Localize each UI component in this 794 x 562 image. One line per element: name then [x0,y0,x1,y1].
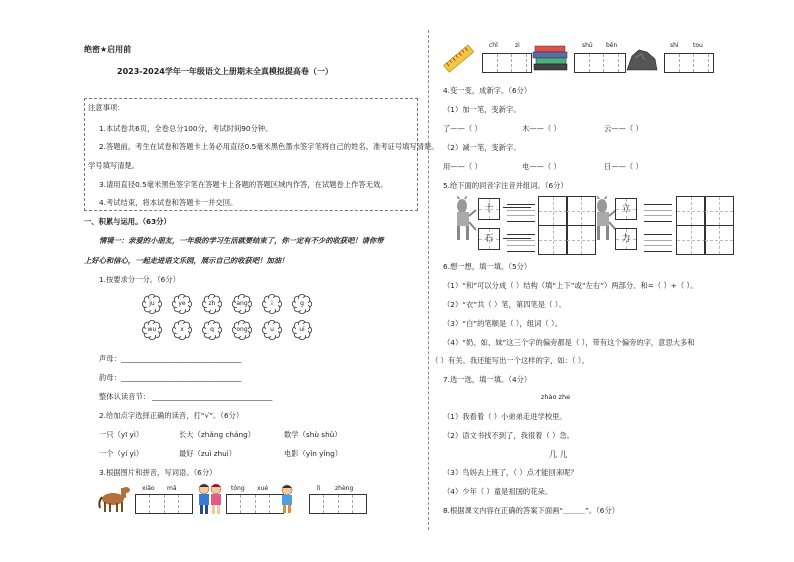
secret-label: 绝密★启用前 [84,45,132,54]
q2-item-2[interactable]: 长大（zhǎng cháng） [179,430,256,439]
syllable-text: ang [236,300,248,307]
q6-item-3[interactable]: （3）“白”的笔顺是（ ），组词（ ）。 [443,319,562,328]
answer-grid-shuben[interactable] [574,53,626,73]
q6-item-4[interactable]: （4）“奶、如、妹”这三个字的偏旁都是（ ），带有这个偏旁的字，意思大多和 [443,338,695,347]
q6-item-5[interactable]: （ ）有关。我还能写出一个这样的字，如：（ ）。 [431,356,589,365]
py-shu: shū [582,42,593,49]
py-ma: mǎ [167,485,177,492]
notice-item-3: 3.请用直径0.5毫米黑色签字笔在答题卡上各题的答题区域内作答，在试题卷上作答无效。 [99,180,388,189]
q7-item-2[interactable]: （2）语文书找不到了，我很着（ ）急。 [443,431,575,440]
zhengti-blank[interactable]: _________________________________ [152,392,273,401]
q4-add-1[interactable]: 了——（ ） [443,124,482,133]
q2-label: 2.给加点字选择正确的读音，打“√”。（6分） [99,411,244,420]
q1-label: 1.按要求分一分。（6分） [99,275,180,284]
syllable-flower[interactable] [172,294,192,314]
pinyin-line-1[interactable] [507,204,535,222]
notice-box [84,98,418,211]
q7-item-4[interactable]: （4）少年（ ）童是祖国的花朵。 [443,487,553,496]
word-box-2a[interactable] [538,225,568,255]
char-li-stand: 立 [621,204,631,214]
classmates-picture [193,482,227,516]
char-box-li-stand [615,198,637,220]
stone-picture [625,46,659,74]
notice-item-1: 1.本试卷共6页，全卷总分100分，考试时间90分钟。 [99,124,273,133]
q4-sub-3[interactable]: 日——（ ） [604,162,643,171]
word-box-1a[interactable] [538,196,568,226]
notice-item-2b: 学号填写清楚。 [88,161,140,170]
py-xue: xué [257,485,269,492]
syllable-text: wu [147,326,157,333]
syllable-text: ju [149,300,155,307]
section1-intro-2: 上好心和信心，一起走进语文乐园，展示自己的收获吧！加油！ [84,256,289,265]
answer-grid-tongxue[interactable] [226,494,284,514]
donkey-left-picture [448,196,478,246]
q4-add-2[interactable]: 木——（ ） [522,124,561,133]
pinyin-line-3[interactable] [644,204,672,222]
q2-item-4[interactable]: 一个（yí yì） [99,449,144,458]
py-shi: shí [670,42,679,49]
syllable-flower[interactable] [202,294,222,314]
answer-grid-xiaoma[interactable] [135,494,193,514]
py-zi: zi [515,42,520,49]
q2-item-6[interactable]: 电影（yǐn yǐng） [284,449,343,458]
syllable-text: ui [299,326,305,333]
word-box-4b[interactable] [704,225,734,255]
q4-add-3[interactable]: 云——（ ） [604,124,643,133]
q6-item-2[interactable]: （2）“衣”共（ ）笔，第四笔是（ ）。 [443,300,566,309]
syllable-flower[interactable] [292,294,312,314]
char-box-shi-stone [478,228,500,250]
q2-item-1[interactable]: 一只（yī yì） [99,430,144,439]
q4-sub-2[interactable]: 电——（ ） [522,162,561,171]
syllable-flower[interactable] [232,294,252,314]
syllable-text: u [270,326,274,333]
q7-item-3[interactable]: （3）鸟妈去上班了，（ ）点才能回来呢？ [443,468,578,477]
syllable-text: zh [208,300,216,307]
char-shi-stone: 石 [484,234,494,244]
syllable-text: ye [178,300,186,307]
answer-grid-shitou[interactable] [664,53,714,73]
page-title: 2023-2024学年一年级语文上册期末全真模拟提高卷（一） [117,67,333,76]
section1-heading: 一、积累与运用。（63分） [84,217,171,226]
syllable-text: g [300,300,304,307]
q6-item-1[interactable]: （1）“和”可以分成（ ）结构（填“上下”或“左右”）两部分。和=（ ）+（ ）。 [443,281,698,290]
boy-standing-picture [278,484,296,514]
syllable-text: x [180,326,184,333]
py-zheng: zhèng [335,485,354,492]
py-tong: tóng [231,485,245,492]
py-tou: tou [693,42,703,49]
py-chi: chǐ [489,42,498,49]
syllable-flower[interactable] [232,320,252,340]
char-box-shi-ten [478,198,500,220]
notice-heading: 注意事项： [88,103,125,112]
syllable-flower[interactable] [172,320,192,340]
notice-item-4: 4.考试结束，将本试卷和答题卡一并交回。 [99,198,238,207]
syllable-text: i [271,300,273,307]
syllable-flower[interactable] [262,320,282,340]
py-xiao: xiǎo [142,485,155,492]
syllable-text: q [210,326,214,333]
pinyin-line-4[interactable] [644,234,672,252]
syllable-flower[interactable] [142,320,162,340]
donkey-right-picture [588,196,618,246]
q7-char-options: 几 儿 [549,450,568,459]
word-box-3a[interactable] [676,196,706,226]
char-box-li-force [615,228,637,250]
zhengti-label: 整体认读音节： [99,392,151,401]
column-divider [428,30,429,530]
q4-sub1: （1）加一笔，变新字。 [443,105,521,114]
q7-pinyin-options: zhào zhe [541,393,571,401]
q6-label: 6.想一想，填一填。（5分） [443,262,532,271]
q4-sub2: （2）减一笔，变新字。 [443,143,521,152]
ruler-picture [442,42,476,76]
q4-sub-1[interactable]: 用——（ ） [443,162,482,171]
q2-item-3[interactable]: 数学（shù shǔ） [284,430,342,439]
books-picture [532,44,570,72]
yunmu-label: 韵母： [99,373,121,382]
char-li-force: 力 [621,234,631,244]
section1-intro-1: 情境一：亲爱的小朋友，一年级的学习生活就要结束了，你一定有不少的收获吧！请你带 [99,236,384,245]
q2-item-5[interactable]: 最好（zuì zhuì） [179,449,237,458]
word-box-4a[interactable] [676,225,706,255]
horse-picture [97,484,131,514]
shengmu-label: 声母： [99,354,121,363]
q3-label: 3.根据图片和拼音，写词语。（6分） [99,468,217,477]
py-ben: běn [606,42,618,49]
q7-item-1[interactable]: （1）我看着（ ）小弟弟走进学校里。 [443,412,567,421]
syllable-flower[interactable] [202,320,222,340]
notice-item-2: 2.答题前，考生在试卷和答题卡上务必用直径0.5毫米黑色墨水签字笔将自己的姓名、准考证号填写清楚。 [99,142,439,151]
answer-grid-lizheng[interactable] [309,494,367,514]
syllable-flower[interactable] [262,294,282,314]
syllable-flower[interactable] [292,320,312,340]
q5-label: 5.给下面的同音字注音并组词。（6分） [443,181,568,190]
word-box-3b[interactable] [704,196,734,226]
q8-label: 8.根据课文内容在正确的答案下面画“＿＿＿”。（6分） [443,506,620,515]
syllable-text: ong [236,326,248,333]
pinyin-line-2[interactable] [507,234,535,252]
q7-label: 7.选一选，填一填。（4分） [443,375,532,384]
yunmu-blank[interactable]: _________________________________ [121,373,242,382]
answer-grid-chizi[interactable] [482,53,532,73]
syllable-flower[interactable] [142,294,162,314]
char-shi-ten: 十 [484,204,494,214]
shengmu-blank[interactable]: _________________________________ [121,354,242,363]
py-li: lì [317,485,321,492]
q4-label: 4.变一变，成新字。（6分） [443,86,532,95]
